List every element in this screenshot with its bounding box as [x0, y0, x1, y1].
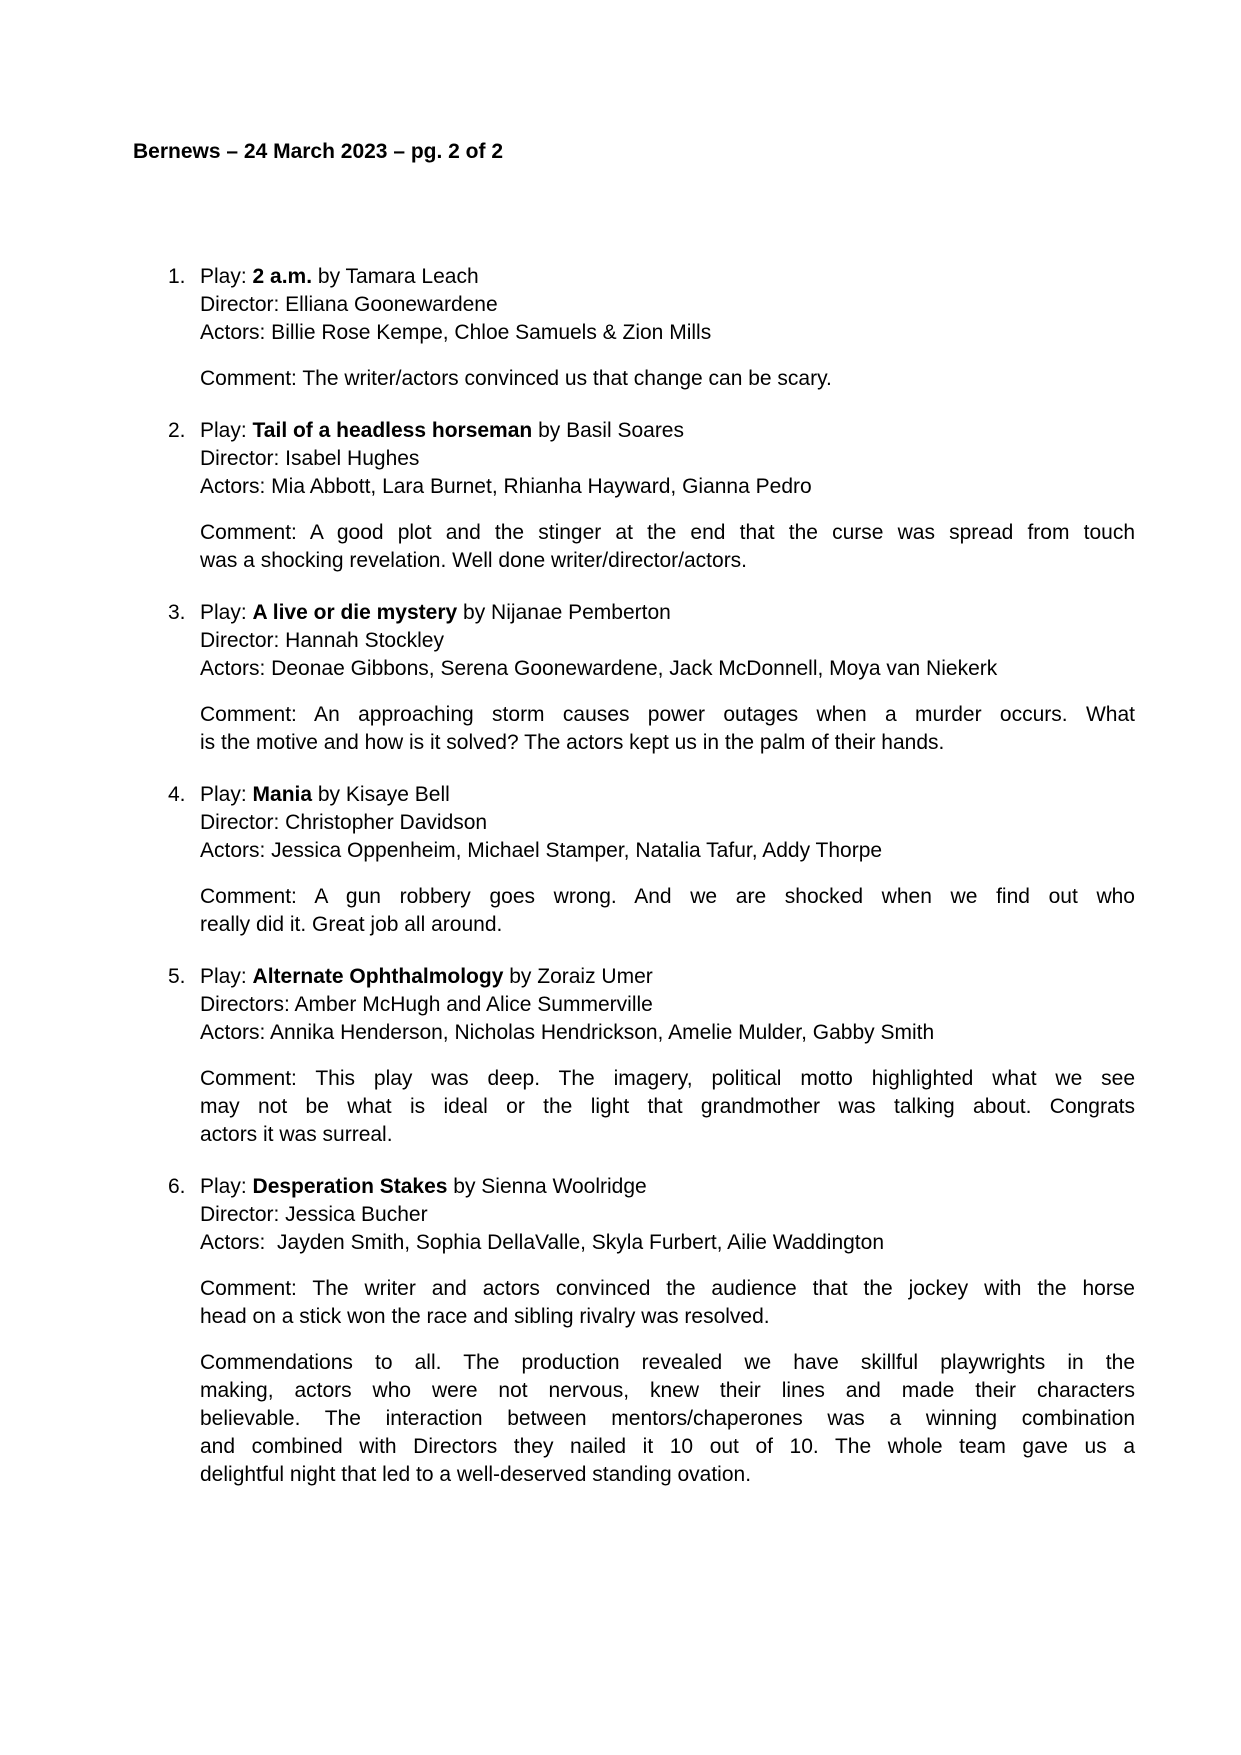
- play-byline: by Nijanae Pemberton: [457, 601, 671, 624]
- play-title: Mania: [252, 783, 313, 806]
- comment-line: was a shocking revelation. Well done writer/director/actors.: [200, 549, 748, 572]
- closing-line: believable. The interaction between mentors/chaperones was a winning combination: [200, 1407, 1135, 1430]
- item-number: 6.: [168, 1175, 186, 1198]
- comment-paragraph: [200, 701, 1135, 757]
- item-number: 3.: [168, 601, 186, 624]
- director-line: Director: Christopher Davidson: [200, 811, 488, 834]
- play-label: Play:: [200, 965, 253, 988]
- comment-paragraph: [200, 883, 1135, 939]
- play-item: [133, 263, 1135, 393]
- comment-line: may not be what is ideal or the light that grandmother was talking about. Congrats: [200, 1095, 1135, 1118]
- play-item: [133, 599, 1135, 757]
- item-number: 5.: [168, 965, 186, 988]
- play-item: [133, 1173, 1135, 1489]
- comment-paragraph: [200, 365, 1135, 393]
- item-number: 1.: [168, 265, 186, 288]
- play-title: Alternate Ophthalmology: [252, 965, 504, 988]
- item-body: [200, 781, 1135, 939]
- comment-line: Comment: A good plot and the stinger at the end that the curse was spread from touch: [200, 521, 1135, 544]
- play-label: Play:: [200, 601, 253, 624]
- play-label: Play:: [200, 265, 253, 288]
- play-title: A live or die mystery: [252, 601, 458, 624]
- comment-line: Comment: The writer/actors convinced us that change can be scary.: [200, 367, 832, 390]
- play-label: Play:: [200, 783, 253, 806]
- comment-line: head on a stick won the race and sibling rivalry was resolved.: [200, 1305, 770, 1328]
- comment-line: Comment: The writer and actors convinced the audience that the jockey with the horse: [200, 1277, 1135, 1300]
- play-byline: by Zoraiz Umer: [503, 965, 653, 988]
- play-line: [200, 781, 1135, 809]
- director-line: Director: Hannah Stockley: [200, 629, 444, 652]
- play-title: Tail of a headless horseman: [252, 419, 533, 442]
- play-line: [200, 263, 1135, 291]
- play-byline: by Kisaye Bell: [312, 783, 450, 806]
- director-line: Director: Elliana Goonewardene: [200, 293, 498, 316]
- comment-paragraph: [200, 1275, 1135, 1331]
- play-line: [200, 1173, 1135, 1201]
- actors-line: Actors: Mia Abbott, Lara Burnet, Rhianha Hayward, Gianna Pedro: [200, 475, 812, 498]
- actors-line: Actors: Jayden Smith, Sophia DellaValle, Skyla Furbert, Ailie Waddington: [200, 1231, 884, 1254]
- item-body: [200, 963, 1135, 1149]
- closing-line: and combined with Directors they nailed it 10 out of 10. The whole team gave us a: [200, 1435, 1135, 1458]
- document-header: Bernews – 24 March 2023 – pg. 2 of 2: [133, 140, 504, 163]
- play-item: [133, 781, 1135, 939]
- play-byline: by Tamara Leach: [312, 265, 479, 288]
- actors-line: Actors: Annika Henderson, Nicholas Hendrickson, Amelie Mulder, Gabby Smith: [200, 1021, 935, 1044]
- play-title: Desperation Stakes: [252, 1175, 448, 1198]
- comment-line: Comment: An approaching storm causes power outages when a murder occurs. What: [200, 703, 1135, 726]
- comment-line: is the motive and how is it solved? The actors kept us in the palm of their hands.: [200, 731, 945, 754]
- play-line: [200, 963, 1135, 991]
- play-item: [133, 417, 1135, 575]
- play-label: Play:: [200, 1175, 253, 1198]
- item-number: 4.: [168, 783, 186, 806]
- item-number: 2.: [168, 419, 186, 442]
- director-line: Director: Isabel Hughes: [200, 447, 420, 470]
- play-label: Play:: [200, 419, 253, 442]
- play-title: 2 a.m.: [252, 265, 313, 288]
- item-body: [200, 1173, 1135, 1489]
- play-item: [133, 963, 1135, 1149]
- director-line: Directors: Amber McHugh and Alice Summerville: [200, 993, 653, 1016]
- comment-line: Comment: This play was deep. The imagery, political motto highlighted what we see: [200, 1067, 1135, 1090]
- play-line: [200, 599, 1135, 627]
- comment-paragraph: [200, 1065, 1135, 1149]
- closing-line: delightful night that led to a well-deserved standing ovation.: [200, 1463, 752, 1486]
- play-line: [200, 417, 1135, 445]
- actors-line: Actors: Deonae Gibbons, Serena Goonewardene, Jack McDonnell, Moya van Niekerk: [200, 657, 998, 680]
- closing-line: Commendations to all. The production revealed we have skillful playwrights in the: [200, 1351, 1135, 1374]
- actors-line: Actors: Jessica Oppenheim, Michael Stamper, Natalia Tafur, Addy Thorpe: [200, 839, 883, 862]
- director-line: Director: Jessica Bucher: [200, 1203, 428, 1226]
- item-body: [200, 417, 1135, 575]
- closing-line: making, actors who were not nervous, knew their lines and made their characters: [200, 1379, 1135, 1402]
- comment-paragraph: [200, 519, 1135, 575]
- comment-line: really did it. Great job all around.: [200, 913, 503, 936]
- comment-line: actors it was surreal.: [200, 1123, 393, 1146]
- play-byline: by Sienna Woolridge: [447, 1175, 647, 1198]
- play-byline: by Basil Soares: [532, 419, 684, 442]
- item-body: [200, 263, 1135, 393]
- item-body: [200, 599, 1135, 757]
- actors-line: Actors: Billie Rose Kempe, Chloe Samuels & Zion Mills: [200, 321, 712, 344]
- comment-line: Comment: A gun robbery goes wrong. And we are shocked when we find out who: [200, 885, 1135, 908]
- closing-paragraph: [200, 1349, 1135, 1489]
